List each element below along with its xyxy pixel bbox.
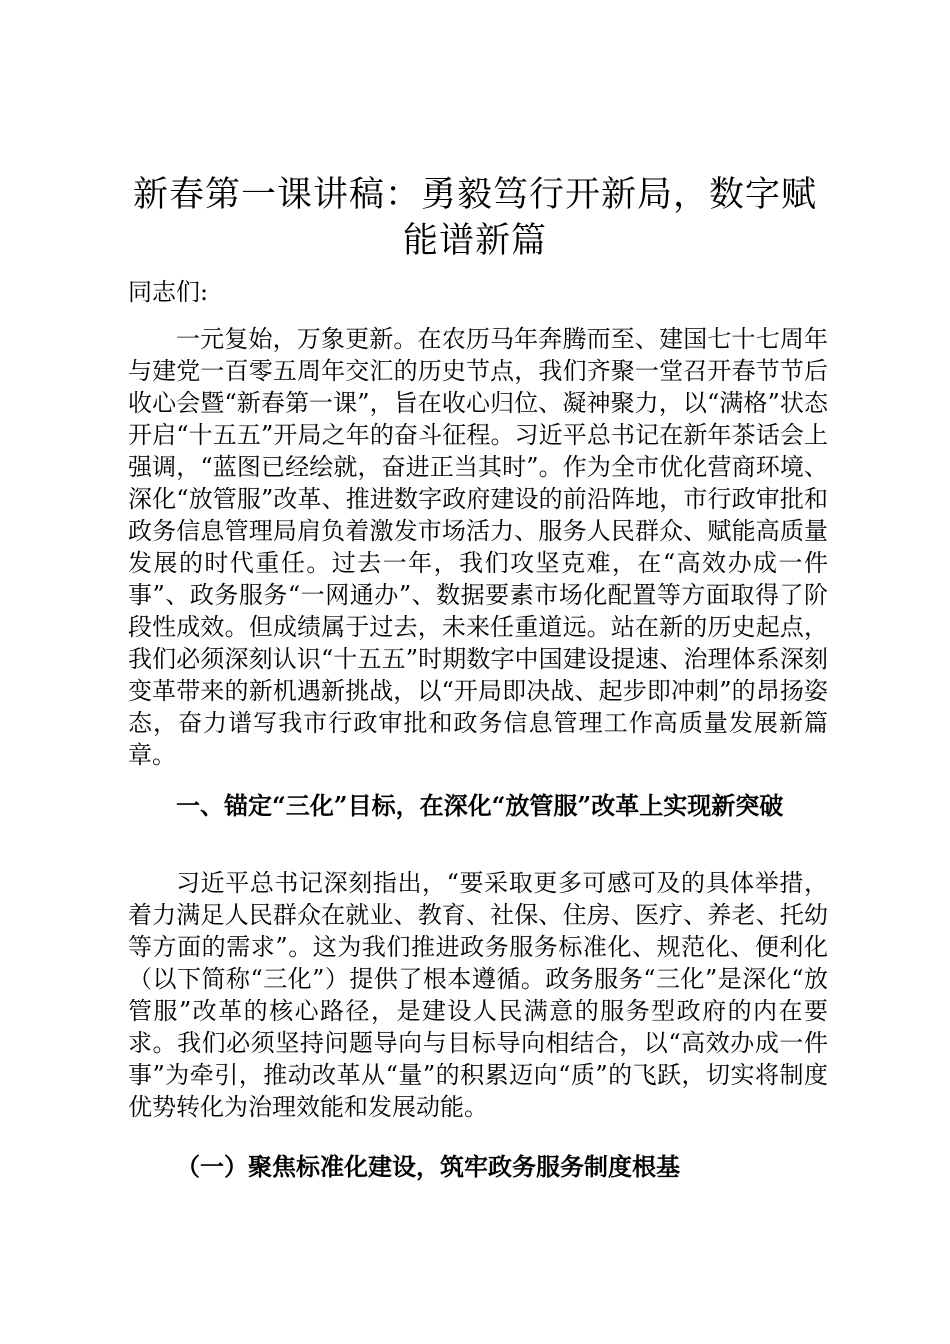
body-paragraph: 习近平总书记深刻指出，“要采取更多可感可及的具体举措，着力满足人民群众在就业、教育、社保、住房、医疗、养老、托幼等方面的需求”。这为我们推进政务服务标准化、规范化、便利化（以下简称“三化”）提供了根本遵循。政务服务“三化”是深化“放管服”改革的核心路径，是建设人民满意的服务型政府的内在要求。我们必须坚持问题导向与目标导向相结合，以“高效办成一件事”为牵引，推动改革从“量”的积累迈向“质”的飞跃，切实将制度优势转化为治理效能和发展动能。 [128, 869, 828, 1121]
body-paragraph: 一元复始，万象更新。在农历马年奔腾而至、建国七十七周年与建党一百零五周年交汇的历史节点，我们齐聚一堂召开春节节后收心会暨“新春第一课”，旨在收心归位、凝神聚力，以“满格”状态开启“十五五”开局之年的奋斗征程。习近平总书记在新年茶话会上强调，“蓝图已经绘就，奋进正当其时”。作为全市优化营商环境、深化“放管服”改革、推进数字政府建设的前沿阵地，市行政审批和政务信息管理局肩负着激发市场活力、服务人民群众、赋能高质量发展的时代重任。过去一年，我们攻坚克难，在“高效办成一件事”、政务服务“一网通办”、数据要素市场化配置等方面取得了阶段性成效。但成绩属于过去，未来任重道远。站在新的历史起点，我们必须深刻认识“十五五”时期数字中国建设提速、治理体系深刻变革带来的新机遇新挑战，以“开局即决战、起步即冲刺”的昂扬姿态，奋力谱写我市行政审批和政务信息管理工作高质量发展新篇章。 [128, 325, 828, 769]
section-heading: 一、锚定“三化”目标，在深化“放管服”改革上实现新突破 [176, 791, 784, 820]
subsection-heading: （一）聚焦标准化建设，筑牢政务服务制度根基 [176, 1152, 680, 1181]
document-title: 新春第一课讲稿：勇毅笃行开新局，数字赋能谱新篇 [132, 175, 817, 261]
greeting-line: 同志们: [128, 278, 209, 306]
